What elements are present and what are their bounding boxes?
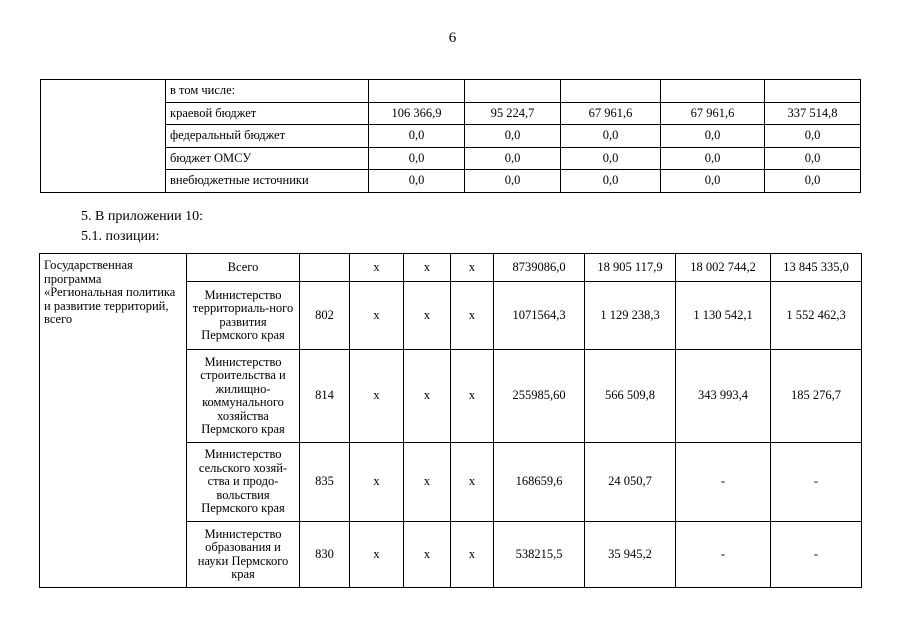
x-cell: х — [451, 282, 494, 350]
value-cell: 1 129 238,3 — [585, 282, 676, 350]
code-cell: 835 — [300, 443, 350, 522]
x-cell: х — [404, 254, 451, 282]
code-cell — [300, 254, 350, 282]
value-cell: 0,0 — [765, 125, 861, 148]
table-row — [41, 80, 861, 103]
value-cell: 24 050,7 — [585, 443, 676, 522]
value-cell: 0,0 — [465, 170, 561, 193]
x-cell: х — [350, 282, 404, 350]
value-cell: - — [771, 522, 862, 588]
x-cell: х — [451, 350, 494, 443]
value-cell: 0,0 — [561, 170, 661, 193]
value-cell: 337 514,8 — [765, 102, 861, 125]
x-cell: х — [404, 282, 451, 350]
ministry-cell: Министерство строительства и жилищно-коммунального хозяйства Пермского края — [187, 350, 300, 443]
merged-empty-cell — [41, 80, 166, 193]
value-cell: 0,0 — [369, 147, 465, 170]
ministry-cell: Министерство образования и науки Пермского края — [187, 522, 300, 588]
value-cell: 95 224,7 — [465, 102, 561, 125]
paragraph-positions: 5.1. позиции: — [81, 229, 160, 244]
value-cell: 35 945,2 — [585, 522, 676, 588]
program-funding-table — [39, 253, 862, 588]
table-row — [40, 254, 862, 282]
value-cell: 168659,6 — [494, 443, 585, 522]
ministry-cell: Всего — [187, 254, 300, 282]
x-cell: х — [404, 350, 451, 443]
row-label: бюджет ОМСУ — [166, 147, 369, 170]
x-cell: х — [404, 522, 451, 588]
x-cell: х — [350, 254, 404, 282]
value-cell: 1 130 542,1 — [676, 282, 771, 350]
value-cell: 566 509,8 — [585, 350, 676, 443]
value-cell: 0,0 — [369, 170, 465, 193]
row-label: внебюджетные источники — [166, 170, 369, 193]
x-cell: х — [404, 443, 451, 522]
value-cell: 0,0 — [661, 147, 765, 170]
value-cell: 18 002 744,2 — [676, 254, 771, 282]
row-label: краевой бюджет — [166, 102, 369, 125]
x-cell: х — [350, 522, 404, 588]
value-cell: 538215,5 — [494, 522, 585, 588]
code-cell: 814 — [300, 350, 350, 443]
value-cell: 0,0 — [465, 125, 561, 148]
x-cell: х — [451, 254, 494, 282]
value-cell: 0,0 — [765, 170, 861, 193]
value-cell: 0,0 — [765, 147, 861, 170]
value-cell: 0,0 — [661, 125, 765, 148]
value-cell: 0,0 — [661, 170, 765, 193]
value-cell: - — [676, 522, 771, 588]
code-cell: 802 — [300, 282, 350, 350]
value-cell: 8739086,0 — [494, 254, 585, 282]
ministry-cell: Министерство территориаль-ного развития Пермского края — [187, 282, 300, 350]
value-cell: 1 552 462,3 — [771, 282, 862, 350]
page-number: 6 — [448, 30, 457, 46]
row-label: в том числе: — [166, 80, 369, 103]
value-cell: 0,0 — [465, 147, 561, 170]
value-cell: 185 276,7 — [771, 350, 862, 443]
value-cell: 13 845 335,0 — [771, 254, 862, 282]
value-cell: 1071564,3 — [494, 282, 585, 350]
paragraph-appendix-10: 5. В приложении 10: — [81, 209, 204, 224]
x-cell: х — [350, 350, 404, 443]
value-cell: 106 366,9 — [369, 102, 465, 125]
value-cell: 67 961,6 — [561, 102, 661, 125]
value-cell: 18 905 117,9 — [585, 254, 676, 282]
budget-sources-table — [40, 79, 861, 193]
program-name-cell: Государственная программа «Региональная политика и развитие территорий, всего — [40, 254, 187, 588]
row-label: федеральный бюджет — [166, 125, 369, 148]
value-cell: - — [676, 443, 771, 522]
value-cell: 0,0 — [561, 147, 661, 170]
value-cell: 0,0 — [369, 125, 465, 148]
value-cell: 343 993,4 — [676, 350, 771, 443]
x-cell: х — [451, 522, 494, 588]
code-cell: 830 — [300, 522, 350, 588]
value-cell: 67 961,6 — [661, 102, 765, 125]
x-cell: х — [350, 443, 404, 522]
value-cell: 255985,60 — [494, 350, 585, 443]
value-cell: 0,0 — [561, 125, 661, 148]
ministry-cell: Министерство сельского хозяй-ства и продо-вольствия Пермского края — [187, 443, 300, 522]
x-cell: х — [451, 443, 494, 522]
value-cell: - — [771, 443, 862, 522]
